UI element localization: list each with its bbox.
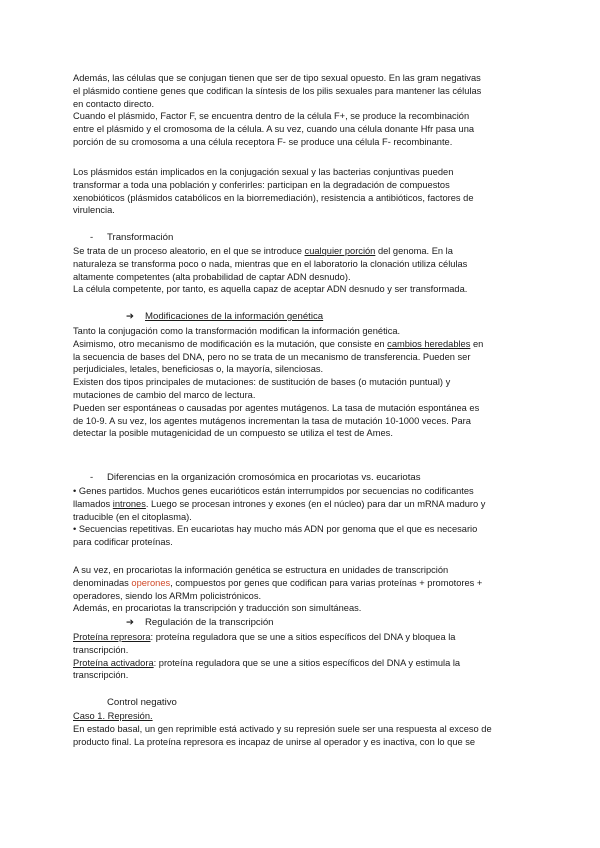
- text-line: Además, en procariotas la transcripción y traducción son simultáneas.: [73, 603, 362, 614]
- heading-text: Regulación de la transcripción: [145, 617, 274, 628]
- underlined-term: intrones: [112, 498, 146, 509]
- underlined-term: Proteína represora: [73, 632, 151, 642]
- heading-text: Transformación: [107, 232, 174, 243]
- arrow-icon: ➔: [126, 311, 135, 322]
- text-line: traducible (en el citoplasma).: [73, 511, 192, 522]
- underlined-term: cualquier porción: [304, 246, 376, 256]
- text-line: mutaciones de cambio del marco de lectura.: [73, 389, 256, 400]
- underlined-term: cambios heredables: [387, 338, 471, 349]
- highlighted-term: operones: [131, 577, 171, 588]
- text-line: porción de su cromosoma a una célula receptora F- se produce una célula F- recombinante.: [73, 136, 453, 147]
- text-line: naturaleza se transforma poco o nada, mientras que en el laboratorio la clonación utiliza células: [73, 258, 468, 269]
- heading-text: Control negativo: [107, 697, 177, 708]
- text-line: perjudiciales, letales, beneficiosas o, la mayoría, silenciosas.: [73, 364, 324, 375]
- text-line: operadores, siendo los ARMm policistrónicos.: [73, 590, 262, 601]
- text-line: A su vez, en procariotas la información genética se estructura en unidades de transcripción: [73, 565, 449, 575]
- paragraph-plasmids: [73, 166, 525, 217]
- text-line: transcripción.: [73, 670, 129, 681]
- text-line: La célula competente, por tanto, es aquella capaz de aceptar ADN desnudo y ser transformada.: [73, 284, 468, 295]
- dash-bullet: -: [90, 472, 94, 483]
- text-line: denominadas operones, compuestos por genes que codifican para varias proteínas + promotores +: [73, 577, 483, 588]
- text-line: Tanto la conjugación como la transformación modifican la información genética.: [73, 326, 401, 336]
- paragraph-caso1: [73, 710, 525, 748]
- arrow-icon: ➔: [126, 617, 135, 628]
- paragraph-genes: [73, 485, 525, 549]
- text-line: Asimismo, otro mecanismo de modificación es la mutación, que consiste en cambios heredables en: [73, 338, 484, 349]
- text-line: Los plásmidos están implicados en la conjugación sexual y las bacterias conjuntivas pueden: [73, 167, 454, 177]
- text-line: virulencia.: [73, 205, 115, 216]
- text-line: En estado basal, un gen reprimible está activado y su represión suele ser una respuesta al exceso de: [73, 723, 492, 734]
- paragraph-transformation: [73, 245, 525, 296]
- underlined-term: Proteína activadora: [73, 657, 154, 668]
- case-title: Caso 1. Represión.: [73, 711, 153, 721]
- text-line: Pueden ser espontáneas o causadas por agentes mutágenos. La tasa de mutación espontánea es: [73, 402, 480, 413]
- text-line: detectar la posible mutagenicidad de un compuesto se utiliza el test de Ames.: [73, 428, 393, 439]
- dash-bullet: -: [90, 232, 94, 243]
- text-line: transcripción.: [73, 644, 129, 655]
- heading-text: Diferencias en la organización cromosómica en procariotas vs. eucariotas: [107, 472, 421, 483]
- text-line: Existen dos tipos principales de mutaciones: de sustitución de bases (o mutación puntual) y: [73, 377, 451, 388]
- text-line: xenobióticos (plásmidos catabólicos en la biorremediación), resistencia a antibióticos, factores de: [73, 192, 474, 203]
- text-line: • Genes partidos. Muchos genes eucarióticos están interrumpidos por secuencias no codificantes: [73, 486, 474, 496]
- paragraph-conjugation: [73, 72, 525, 149]
- text-line: transformar a toda una población y conferirles: participan en la degradación de compuestos: [73, 179, 450, 190]
- text-line: la secuencia de bases del DNA, pero no se trata de un mecanismo de transferencia. Pueden ser: [73, 351, 471, 362]
- text-line: entre el plásmido y el cromosoma de la célula. A su vez, cuando una célula donante Hfr pasa una: [73, 124, 475, 135]
- text-line: llamados intrones. Luego se procesan intrones y exones (en el núcleo) para dar un mRNA maduro y: [73, 498, 486, 509]
- paragraph-proteins: [73, 631, 525, 682]
- text-line: producto final. La proteína represora es incapaz de unirse al operador y es inactiva, con lo que se: [73, 736, 476, 747]
- text-line: Proteína represora: proteína reguladora que se une a sitios específicos del DNA y bloquea la: [73, 632, 456, 642]
- text-line: Cuando el plásmido, Factor F, se encuentra dentro de la célula F+, se produce la recombinación: [73, 111, 470, 122]
- text-line: Se trata de un proceso aleatorio, en el que se introduce cualquier porción del genoma. En la: [73, 246, 453, 256]
- text-line: en contacto directo.: [73, 98, 155, 109]
- paragraph-mutation: [73, 325, 525, 440]
- text-line: • Secuencias repetitivas. En eucariotas hay mucho más ADN por genoma que el que es necesario: [73, 524, 478, 535]
- text-line: el plásmido contiene genes que codifican la síntesis de los pilis sexuales para mantener las células: [73, 85, 482, 96]
- text-line: altamente competentes (alta probabilidad de captar ADN desnudo).: [73, 271, 351, 282]
- text-line: Proteína activadora: proteína reguladora que se une a sitios específicos del DNA y estimula la: [73, 657, 461, 668]
- heading-control-negativo: [107, 697, 507, 710]
- paragraph-operons: [73, 564, 525, 615]
- heading-text: Modificaciones de la información genética: [145, 311, 324, 322]
- text-line: de 10-9. A su vez, los agentes mutágenos incrementan la tasa de mutación 10-1000 veces. Para: [73, 415, 471, 426]
- text-line: para codificar proteínas.: [73, 537, 173, 548]
- text-line: Además, las células que se conjugan tienen que ser de tipo sexual opuesto. En las gram negativas: [73, 73, 481, 83]
